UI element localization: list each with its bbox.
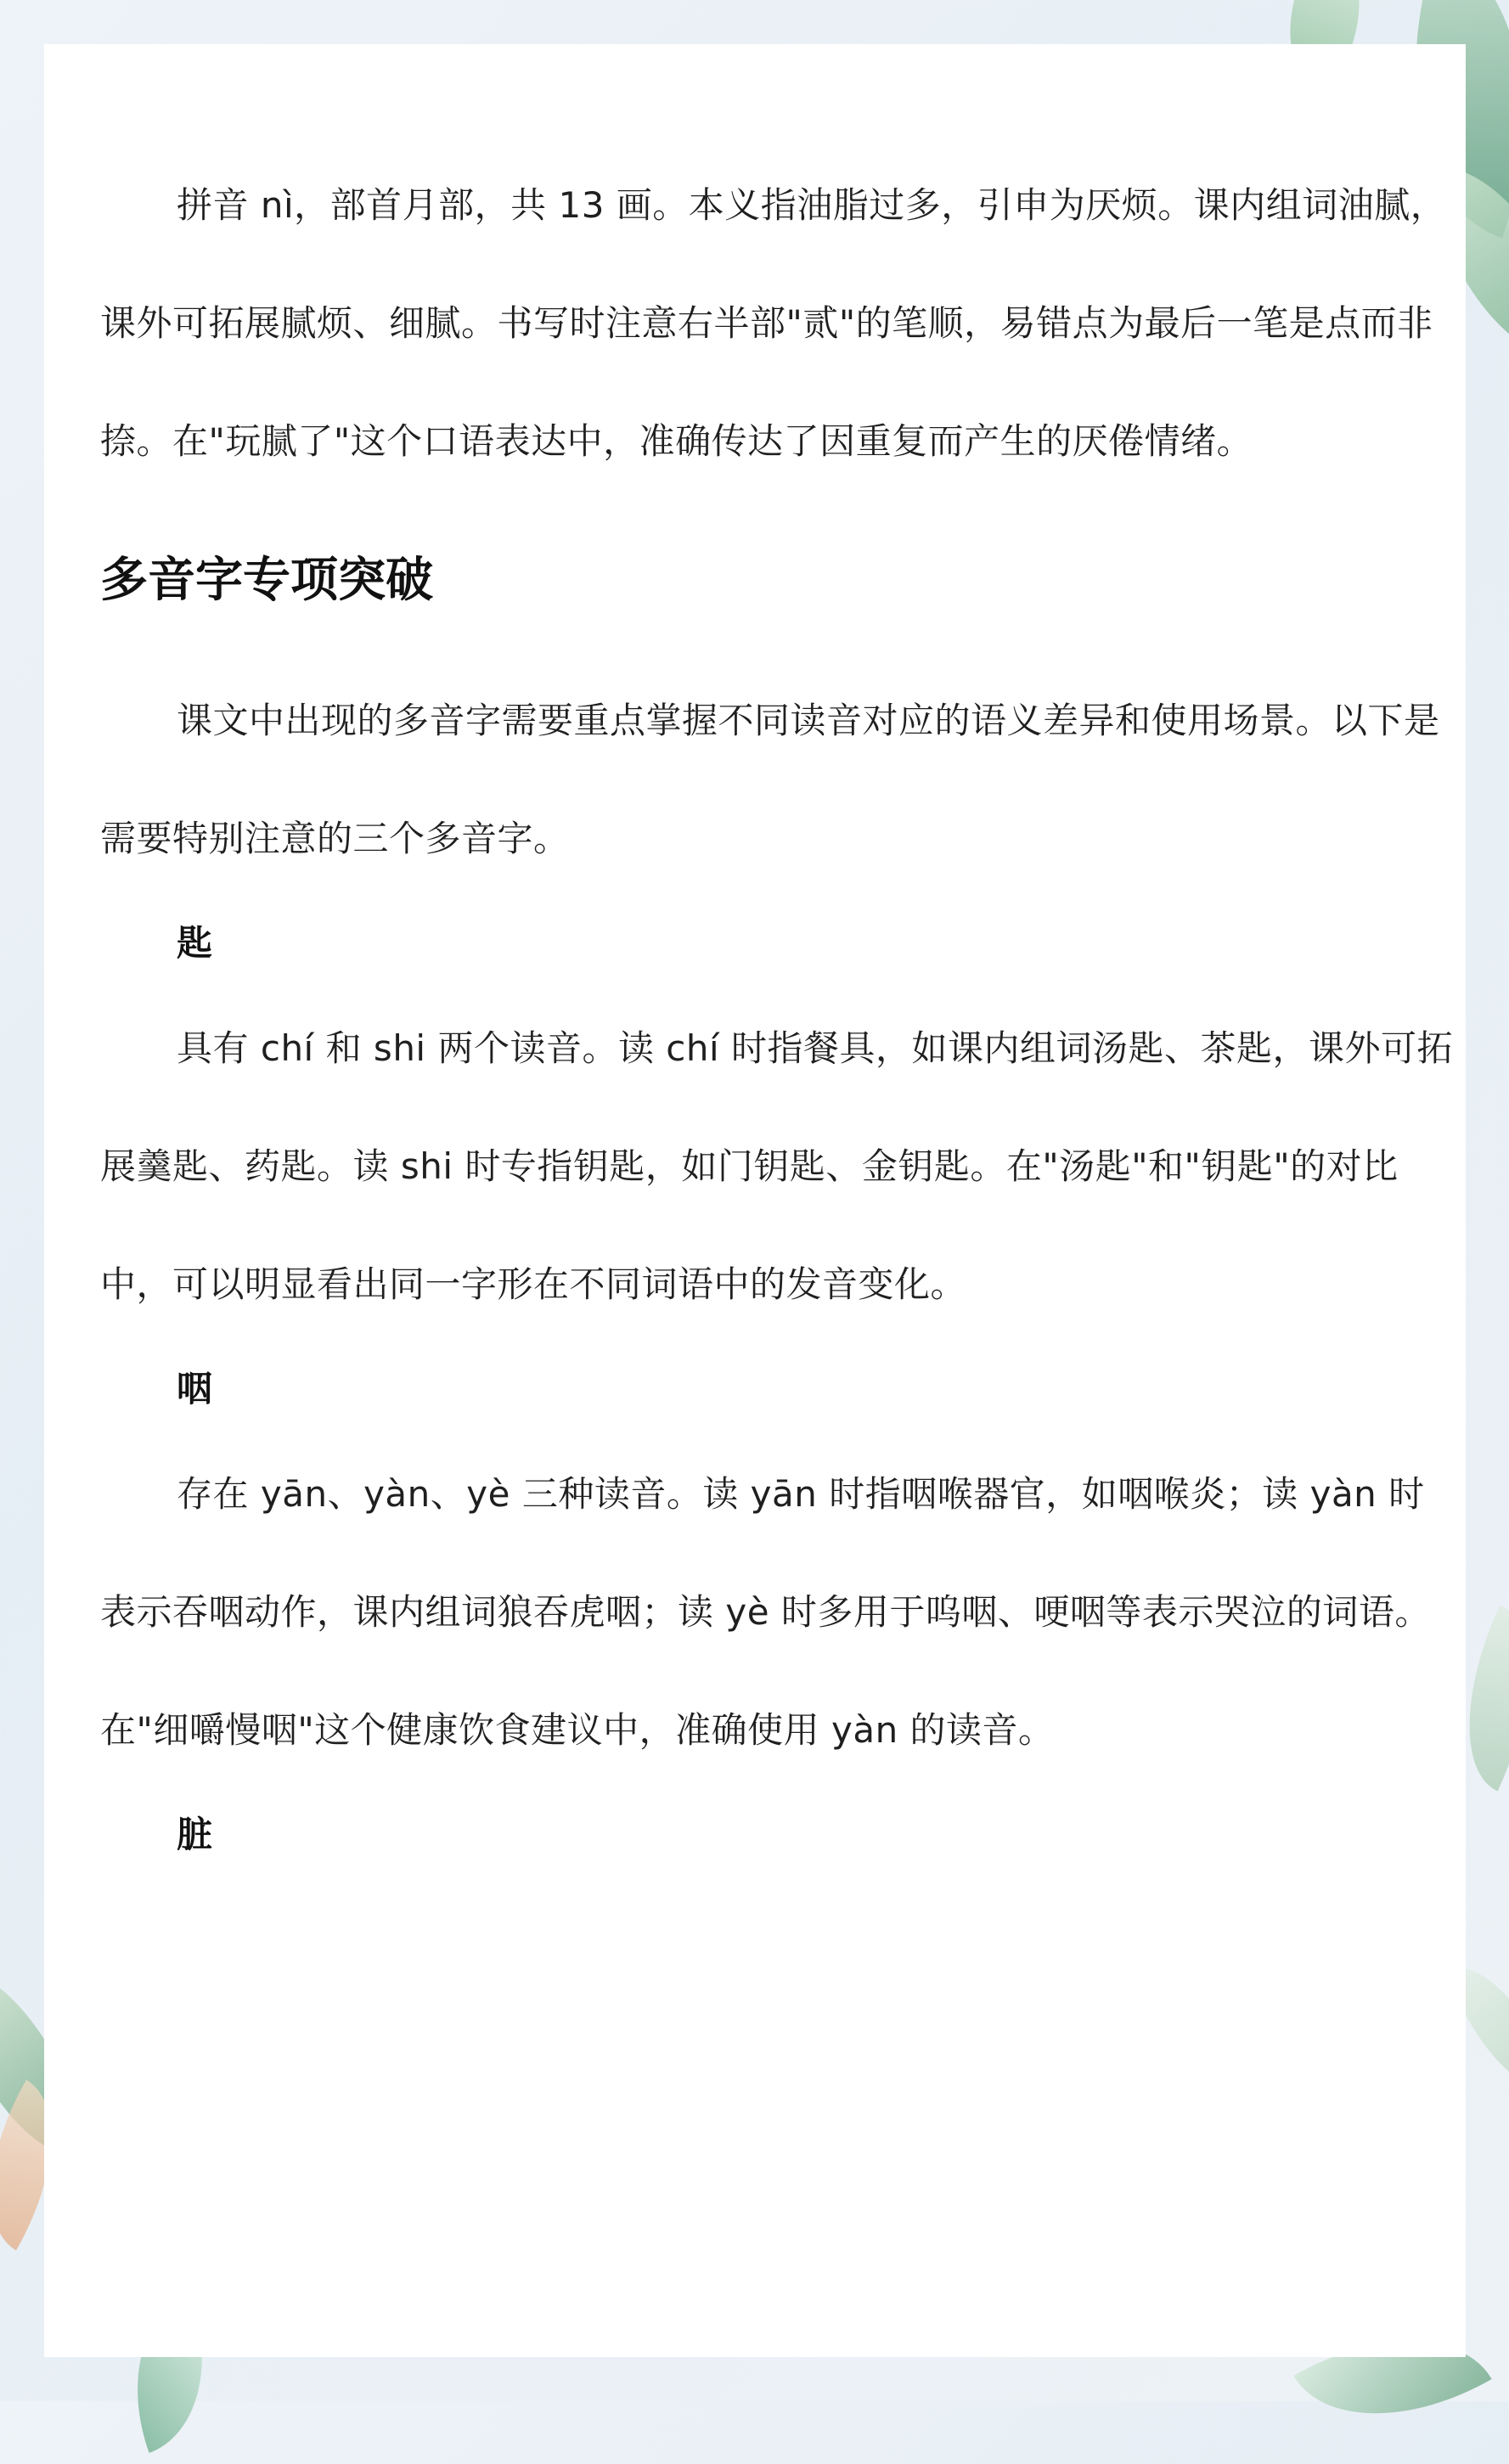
section-heading: 多音字专项突破 <box>100 553 433 608</box>
entry-heading-yan: 咽 <box>177 1368 213 1409</box>
document-page <box>44 44 1466 2357</box>
entry-paragraph-chi: 具有 chí 和 shi 两个读音。读 chí 时指餐具，如课内组词汤匙、茶匙，课外可拓展羹匙、药匙。读 shi 时专指钥匙，如门钥匙、金钥匙。在"汤匙"和"钥匙"的对比中，可以明显看出同一字形在不同词语中的发音变化。 <box>100 1027 1454 1305</box>
intro-paragraph: 拼音 nì，部首月部，共 13 画。本义指油脂过多，引申为厌烦。课内组词油腻，课外可拓展腻烦、细腻。书写时注意右半部"贰"的笔顺，易错点为最后一笔是点而非捺。在"玩腻了"这个口语表达中，准确传达了因重复而产生的厌倦情绪。 <box>100 184 1447 462</box>
entry-paragraph-yan: 存在 yān、yàn、yè 三种读音。读 yān 时指咽喉器官，如咽喉炎；读 yàn 时表示吞咽动作，课内组词狼吞虎咽；读 yè 时多用于呜咽、哽咽等表示哭泣的词语。在"细嚼慢咽"这个健康饮食建议中，准确使用 yàn 的读音。 <box>100 1473 1431 1751</box>
section-intro-paragraph: 课文中出现的多音字需要重点掌握不同读音对应的语义差异和使用场景。以下是需要特别注意的三个多音字。 <box>100 700 1440 859</box>
document-body <box>100 146 1459 1881</box>
entry-heading-chi: 匙 <box>177 922 213 964</box>
entry-heading-zang: 脏 <box>177 1814 213 1855</box>
